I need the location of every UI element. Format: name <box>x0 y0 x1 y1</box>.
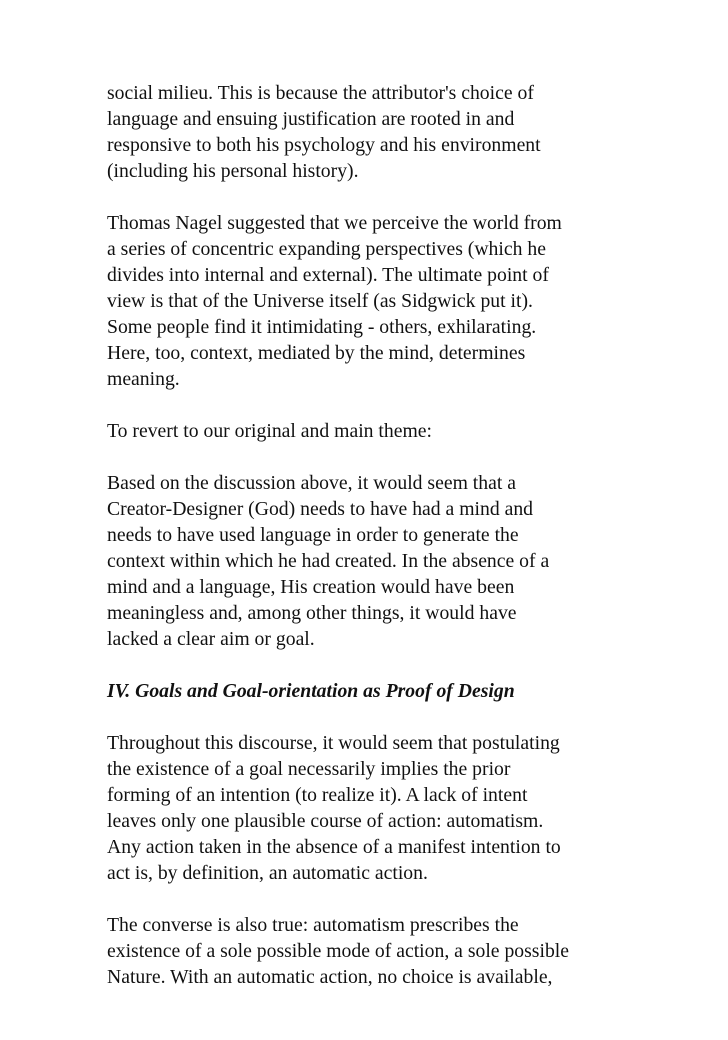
paragraph-1 <box>107 80 627 184</box>
paragraph-4 <box>107 470 627 652</box>
paragraph-5 <box>107 730 627 886</box>
text-line: To revert to our original and main theme: <box>107 420 433 442</box>
text-line: a series of concentric expanding perspectives (which he <box>107 238 546 260</box>
text-line: act is, by definition, an automatic action. <box>107 862 428 884</box>
paragraph-3 <box>107 418 627 444</box>
text-line: responsive to both his psychology and his environment <box>107 134 541 156</box>
text-line: social milieu. This is because the attributor's choice of <box>107 82 534 104</box>
text-line: Here, too, context, mediated by the mind, determines <box>107 342 526 364</box>
text-line: existence of a sole possible mode of action, a sole possible <box>107 940 569 962</box>
section-heading <box>107 678 627 704</box>
text-line: Creator-Designer (God) needs to have had a mind and <box>107 498 534 520</box>
text-line: meaning. <box>107 368 180 390</box>
text-line: leaves only one plausible course of action: automatism. <box>107 810 544 832</box>
text-line: the existence of a goal necessarily implies the prior <box>107 758 511 780</box>
text-line: needs to have used language in order to generate the <box>107 524 519 546</box>
text-line: Thomas Nagel suggested that we perceive the world from <box>107 212 562 234</box>
text-line: lacked a clear aim or goal. <box>107 628 315 650</box>
text-line: Throughout this discourse, it would seem that postulating <box>107 732 560 754</box>
text-line: language and ensuing justification are rooted in and <box>107 108 515 130</box>
text-line: Nature. With an automatic action, no choice is available, <box>107 966 553 988</box>
text-line: forming of an intention (to realize it). A lack of intent <box>107 784 528 806</box>
document-page <box>107 80 627 1016</box>
text-line: Based on the discussion above, it would seem that a <box>107 472 516 494</box>
text-line: mind and a language, His creation would have been <box>107 576 515 598</box>
text-line: divides into internal and external). The ultimate point of <box>107 264 549 286</box>
text-line: Some people find it intimidating - others, exhilarating. <box>107 316 537 338</box>
text-line: Any action taken in the absence of a manifest intention to <box>107 836 561 858</box>
heading-line: IV. Goals and Goal-orientation as Proof of Design <box>107 680 515 702</box>
text-line: view is that of the Universe itself (as Sidgwick put it). <box>107 290 533 312</box>
paragraph-6 <box>107 912 627 990</box>
text-line: meaningless and, among other things, it would have <box>107 602 517 624</box>
paragraph-2 <box>107 210 627 392</box>
text-line: context within which he had created. In the absence of a <box>107 550 550 572</box>
text-line: (including his personal history). <box>107 160 359 182</box>
text-line: The converse is also true: automatism prescribes the <box>107 914 519 936</box>
